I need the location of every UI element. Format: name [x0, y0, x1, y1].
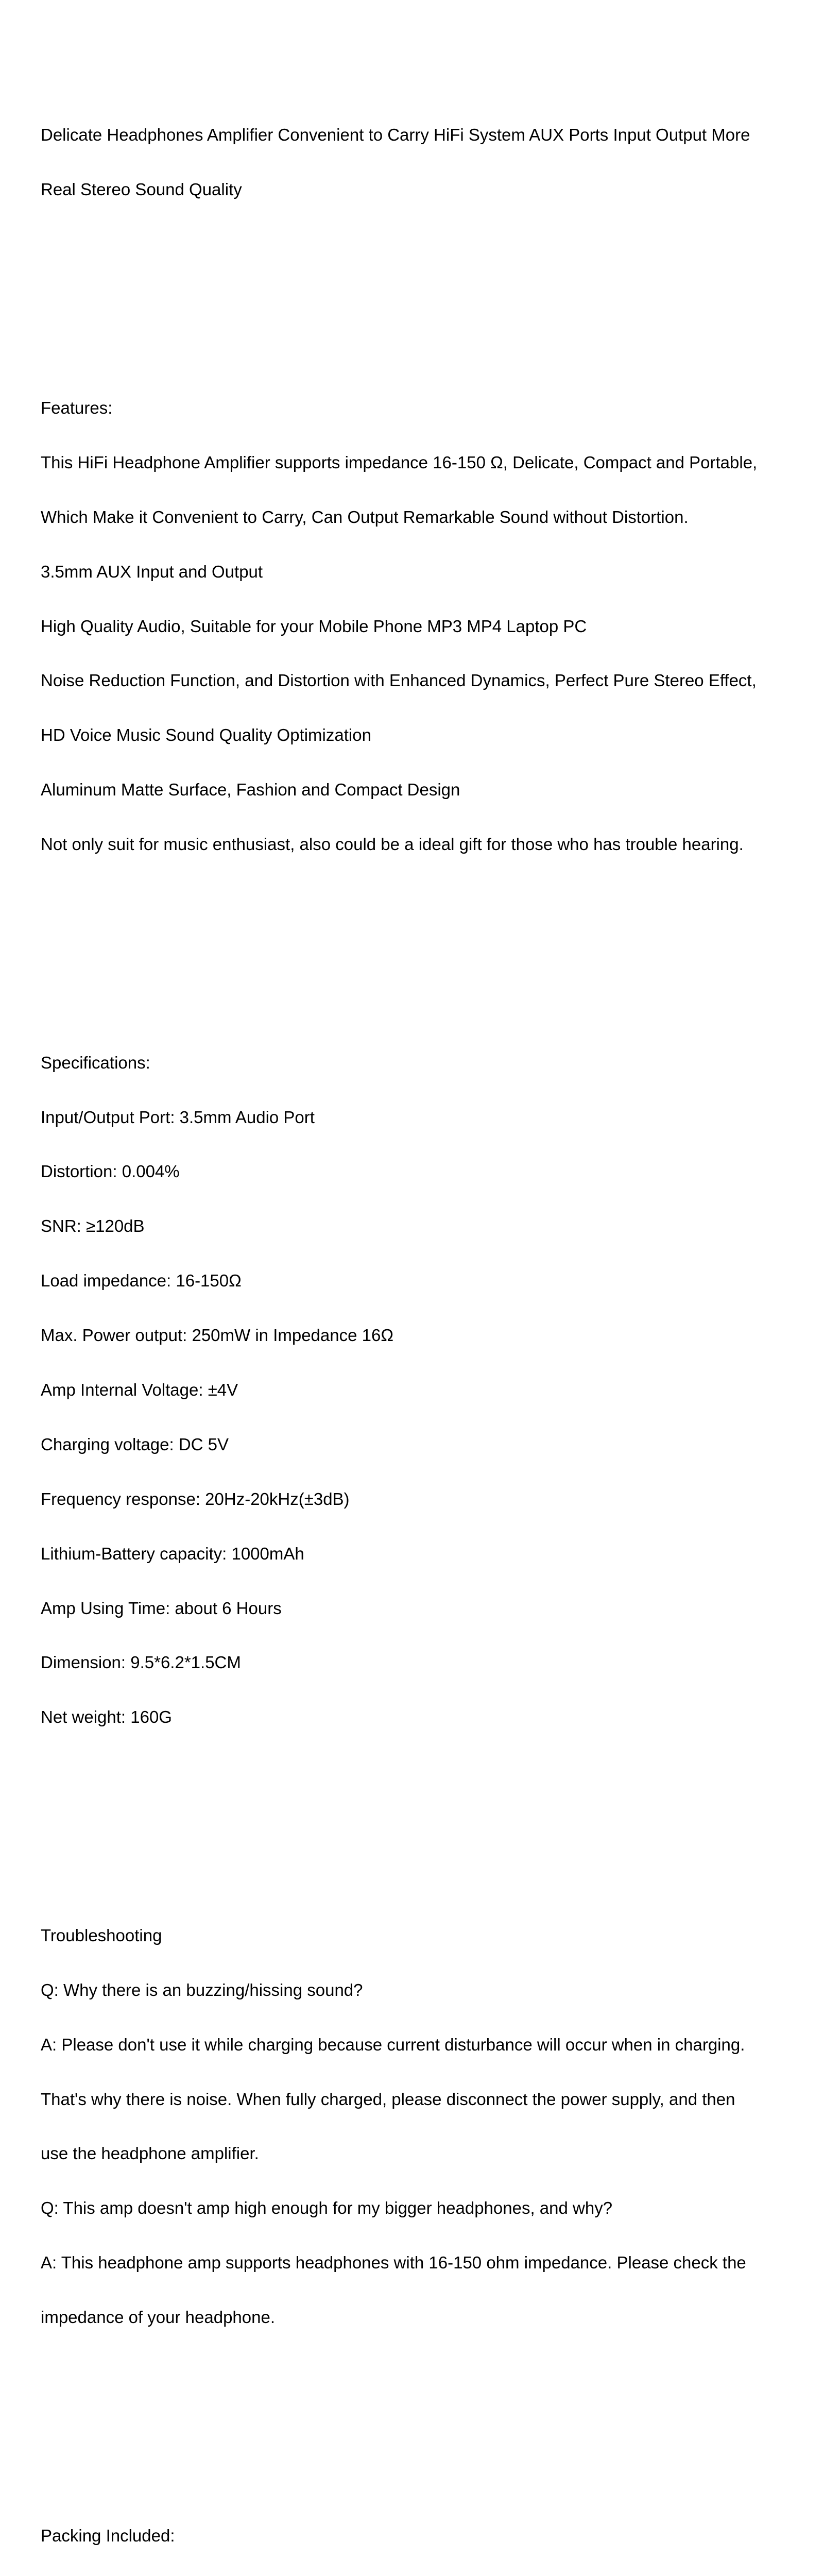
spec-line: SNR: ≥120dB: [41, 1216, 145, 1236]
spec-line: Load impedance: 16-150Ω: [41, 1271, 242, 1291]
troubleshooting-line: That's why there is noise. When fully charged, please disconnect the power supply, and then: [41, 2089, 735, 2109]
spec-line: Dimension: 9.5*6.2*1.5CM: [41, 1653, 241, 1672]
specifications-heading: Specifications:: [41, 1053, 150, 1072]
title-line: Real Stereo Sound Quality: [41, 180, 242, 199]
feature-line: 3.5mm AUX Input and Output: [41, 562, 263, 581]
features-heading: Features:: [41, 398, 113, 417]
feature-line: Not only suit for music enthusiast, also could be a ideal gift for those who has trouble hearing.: [41, 835, 744, 854]
spec-line: Charging voltage: DC 5V: [41, 1434, 229, 1454]
troubleshooting-line: Q: Why there is an buzzing/hissing sound?: [41, 1980, 363, 1999]
packing-section: [41, 2490, 813, 2576]
troubleshooting-heading: Troubleshooting: [41, 1925, 162, 1945]
packing-heading: Packing Included:: [41, 2526, 175, 2545]
spec-line: Amp Using Time: about 6 Hours: [41, 1598, 282, 1618]
section-spacer: [41, 2417, 813, 2435]
spec-line: Amp Internal Voltage: ±4V: [41, 1380, 238, 1399]
feature-line: Noise Reduction Function, and Distortion with Enhanced Dynamics, Perfect Pure Stereo Effect,: [41, 671, 757, 690]
feature-line: This HiFi Headphone Amplifier supports impedance 16-150 Ω, Delicate, Compact and Portable,: [41, 452, 758, 472]
troubleshooting-line: Q: This amp doesn't amp high enough for my bigger headphones, and why?: [41, 2198, 613, 2218]
feature-line: Which Make it Convenient to Carry, Can Output Remarkable Sound without Distortion.: [41, 507, 689, 527]
feature-line: Aluminum Matte Surface, Fashion and Compact Design: [41, 780, 460, 800]
feature-line: High Quality Audio, Suitable for your Mobile Phone MP3 MP4 Laptop PC: [41, 616, 587, 636]
troubleshooting-section: [41, 1890, 813, 2363]
section-spacer: [41, 944, 813, 962]
spec-line: Net weight: 160G: [41, 1707, 172, 1727]
product-description: [41, 35, 813, 2576]
features-section: [41, 362, 813, 890]
troubleshooting-line: impedance of your headphone.: [41, 2308, 276, 2327]
section-spacer: [41, 1817, 813, 1835]
title-line: Delicate Headphones Amplifier Convenient to Carry HiFi System AUX Ports Input Output More: [41, 125, 750, 145]
feature-line: HD Voice Music Sound Quality Optimization: [41, 725, 371, 745]
troubleshooting-line: A: Please don't use it while charging because current disturbance will occur when in charging.: [41, 2035, 745, 2054]
spec-line: Lithium-Battery capacity: 1000mAh: [41, 1544, 304, 1563]
troubleshooting-line: use the headphone amplifier.: [41, 2144, 259, 2163]
spec-line: Distortion: 0.004%: [41, 1162, 180, 1181]
title-section: [41, 90, 813, 235]
troubleshooting-line: A: This headphone amp supports headphones with 16-150 ohm impedance. Please check the: [41, 2253, 746, 2273]
spec-line: Max. Power output: 250mW in Impedance 16Ω: [41, 1326, 394, 1345]
spec-line: Input/Output Port: 3.5mm Audio Port: [41, 1107, 315, 1127]
section-spacer: [41, 290, 813, 308]
spec-line: Frequency response: 20Hz-20kHz(±3dB): [41, 1489, 350, 1509]
specifications-section: [41, 1017, 813, 1762]
